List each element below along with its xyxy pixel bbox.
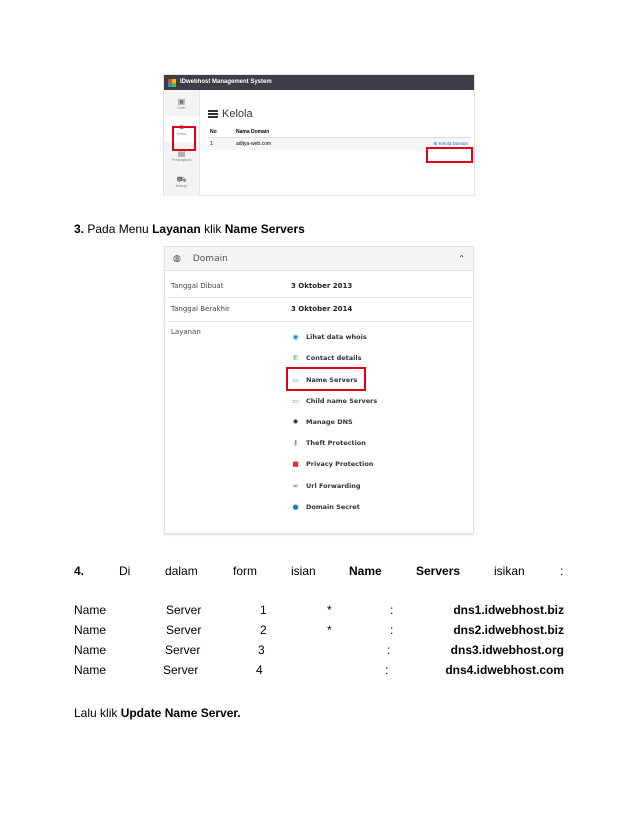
kelola-domain-button[interactable]: ⚙ Kelola Domain [433, 141, 468, 146]
app-logo-icon [168, 79, 176, 87]
divider [165, 297, 473, 298]
phone-icon: ✆ [292, 354, 299, 362]
globe-icon: ● [292, 503, 299, 511]
management-screenshot [163, 74, 475, 196]
step-4-text: 4. Di dalam form isian Name Servers isikan : [74, 564, 564, 578]
sidebar-item-kelola[interactable]: ≡ Kelola [164, 116, 199, 142]
chevron-up-icon[interactable]: ⌃ [458, 254, 465, 263]
menu-icon [208, 110, 218, 118]
expiry-label: Tanggal Berakhir [171, 305, 230, 313]
list-icon: ≡ [179, 122, 184, 132]
app-titlebar [164, 75, 474, 90]
image-icon: ▣ [177, 96, 186, 106]
cart-icon: ⛟ [176, 174, 187, 184]
highlight-box [426, 147, 473, 163]
app-title: IDwebhost Management System [180, 79, 272, 85]
name-server-2-line: Name Server 2 * : dns2.idwebhost.biz [74, 623, 564, 637]
service-domain-secret[interactable]: ● Domain Secret [292, 503, 360, 511]
lock-icon: ■ [292, 460, 299, 468]
service-contact-details[interactable]: ✆ Contact details [292, 354, 362, 362]
service-lihat-whois[interactable]: ◉ Lihat data whois [292, 333, 367, 341]
highlight-box [172, 126, 196, 151]
money-icon: ▤ [177, 148, 186, 158]
globe-icon: ◍ [173, 253, 181, 264]
panel-header[interactable]: ◍ Domain ⌃ [165, 247, 473, 271]
expiry-value: 3 Oktober 2014 [291, 305, 353, 313]
closing-text: Lalu klik Update Name Server. [74, 706, 241, 720]
highlight-box [286, 367, 366, 391]
service-manage-dns[interactable]: ✹ Manage DNS [292, 418, 353, 426]
row-domain: aditya-web.com [234, 138, 353, 151]
name-server-3-line: Name Server 3 : dns3.idwebhost.org [74, 643, 564, 657]
main-content [208, 108, 470, 150]
name-server-4-line: Name Server 4 : dns4.idwebhost.com [74, 663, 564, 677]
key-icon: ⚷ [292, 439, 299, 447]
server-icon: ▭ [292, 376, 299, 384]
service-name-servers[interactable]: ▭ Name Servers [292, 376, 358, 384]
service-theft-protection[interactable]: ⚷ Theft Protection [292, 439, 366, 447]
service-url-forwarding[interactable]: ∞ Url Forwarding [292, 482, 361, 490]
gear-icon: ✹ [292, 418, 299, 426]
server-icon: ▭ [292, 397, 299, 405]
row-number: 1 [208, 138, 234, 151]
link-icon: ∞ [292, 482, 299, 490]
created-value: 3 Oktober 2013 [291, 282, 353, 290]
sidebar-item-belanja[interactable]: ⛟ Belanja [175, 174, 188, 188]
sidebar-item-order[interactable]: ▣ Order [177, 96, 186, 110]
created-label: Tanggal Dibuat [171, 282, 224, 290]
page-title: Kelola [208, 108, 470, 120]
layanan-label: Layanan [171, 328, 201, 336]
divider [165, 321, 473, 322]
column-header: Nama Domain [234, 127, 353, 138]
service-child-name-servers[interactable]: ▭ Child name Servers [292, 397, 378, 405]
column-header [353, 127, 470, 138]
column-header: No [208, 127, 234, 138]
step-3-text: 3. Pada Menu Layanan klik Name Servers [74, 222, 305, 236]
sidebar-item-pembayaran[interactable]: ▤ Pembayaran [171, 148, 192, 162]
name-server-1-line: Name Server 1 * : dns1.idwebhost.biz [74, 603, 564, 617]
eye-icon: ◉ [292, 333, 299, 341]
service-privacy-protection[interactable]: ■ Privacy Protection [292, 460, 374, 468]
domain-panel-screenshot [164, 246, 474, 534]
